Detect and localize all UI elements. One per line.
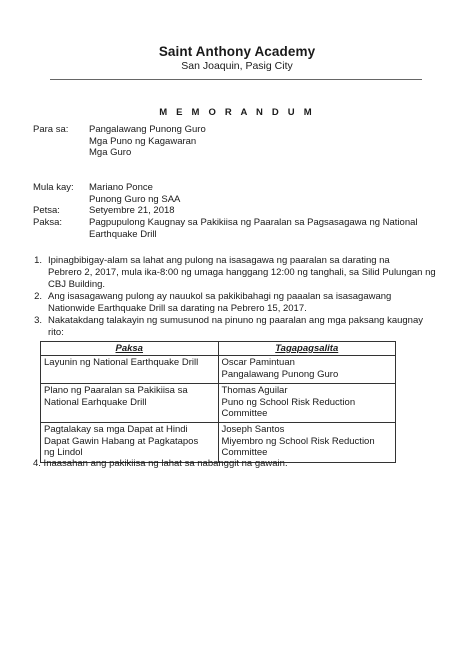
cell-line: ng Lindol (44, 447, 83, 459)
list-text (48, 291, 440, 315)
list-number: 1. (34, 255, 42, 266)
table-header-row (41, 342, 396, 356)
sender-title: Punong Guro ng SAA (89, 193, 181, 205)
list-line: Nakatakdang talakayin ng sumusunod na pinuno ng paaralan ang mga paksang kaugnay (48, 315, 423, 326)
speaker-cell (218, 423, 396, 462)
list-text (48, 255, 440, 290)
cell-line: Oscar Pamintuan (221, 357, 295, 369)
list-text (48, 315, 440, 339)
table-row (41, 384, 396, 423)
table-row (41, 423, 396, 462)
list-line: rito: (48, 326, 64, 338)
topic-cell (41, 423, 219, 462)
cell-line: Thomas Aguilar (221, 385, 288, 397)
subject-line: Pagpupulong Kaugnay sa Pakikiisa ng Paaralan sa Pagsasagawa ng National (89, 217, 418, 228)
cell-line: Dapat Gawin Habang at Pagkatapos (44, 435, 199, 447)
list-number: 3. (34, 315, 42, 326)
cell-line: Pangalawang Punong Guro (221, 368, 339, 380)
recipient-line: Mga Guro (89, 147, 132, 159)
speaker-cell (218, 384, 396, 423)
para-sa-value (89, 124, 206, 159)
mula-kay-label: Mula kay: (33, 182, 74, 193)
list-line: CBJ Building. (48, 278, 106, 290)
petsa-value: Setyembre 21, 2018 (89, 205, 175, 216)
list-line: Ang isasagawang pulong ay nauukol sa pakikibahagi ng paaalan sa isasagawang (48, 291, 392, 302)
mula-kay-value (89, 182, 180, 205)
recipient-line: Mga Puno ng Kagawaran (89, 135, 197, 147)
cell-line: Plano ng Paaralan sa Pakikiisa sa (44, 385, 188, 397)
cell-line: Puno ng School Risk Reduction (221, 396, 356, 408)
table-row (41, 356, 396, 384)
cell-line: Layunin ng National Earthquake Drill (44, 357, 199, 369)
paksa-value (89, 217, 418, 240)
closing-item: 4. Inaasahan ang pakikiisa ng lahat sa nabanggit na gawain. (33, 458, 288, 469)
list-number: 2. (34, 291, 42, 302)
column-header-speaker: Tagapagsalita (218, 342, 396, 356)
cell-line: Joseph Santos (221, 424, 285, 436)
topic-cell (41, 356, 219, 384)
header-divider (50, 79, 422, 80)
cell-line: Committee (221, 447, 268, 459)
school-name: Saint Anthony Academy (158, 44, 316, 59)
list-line: Pebrero 2, 2017, mula ika-8:00 ng umaga hanggang 12:00 ng tanghali, sa Silid Pulungan ng (48, 266, 436, 278)
school-address: San Joaquin, Pasig City (181, 60, 293, 72)
cell-line: Miyembro ng School Risk Reduction (221, 435, 375, 447)
speaker-cell (218, 356, 396, 384)
topic-cell (41, 384, 219, 423)
paksa-label: Paksa: (33, 217, 63, 228)
column-header-topic: Paksa (41, 342, 219, 356)
speakers-table (40, 341, 396, 463)
cell-line: National Earhquake Drill (44, 396, 147, 408)
sender-name: Mariano Ponce (89, 182, 153, 193)
para-sa-label: Para sa: (33, 124, 69, 135)
memo-title: M E M O R A N D U M (159, 107, 315, 118)
subject-line: Earthquake Drill (89, 228, 157, 240)
petsa-label: Petsa: (33, 205, 60, 216)
cell-line: Pagtalakay sa mga Dapat at Hindi (44, 424, 188, 436)
recipient-line: Pangalawang Punong Guro (89, 124, 206, 135)
list-line: Nationwide Earthquake Drill sa darating na Pebrero 15, 2017. (48, 302, 307, 314)
cell-line: Committee (221, 408, 268, 420)
list-line: Ipinagbibigay-alam sa lahat ang pulong na isasagawa ng paaralan sa darating na (48, 255, 390, 266)
